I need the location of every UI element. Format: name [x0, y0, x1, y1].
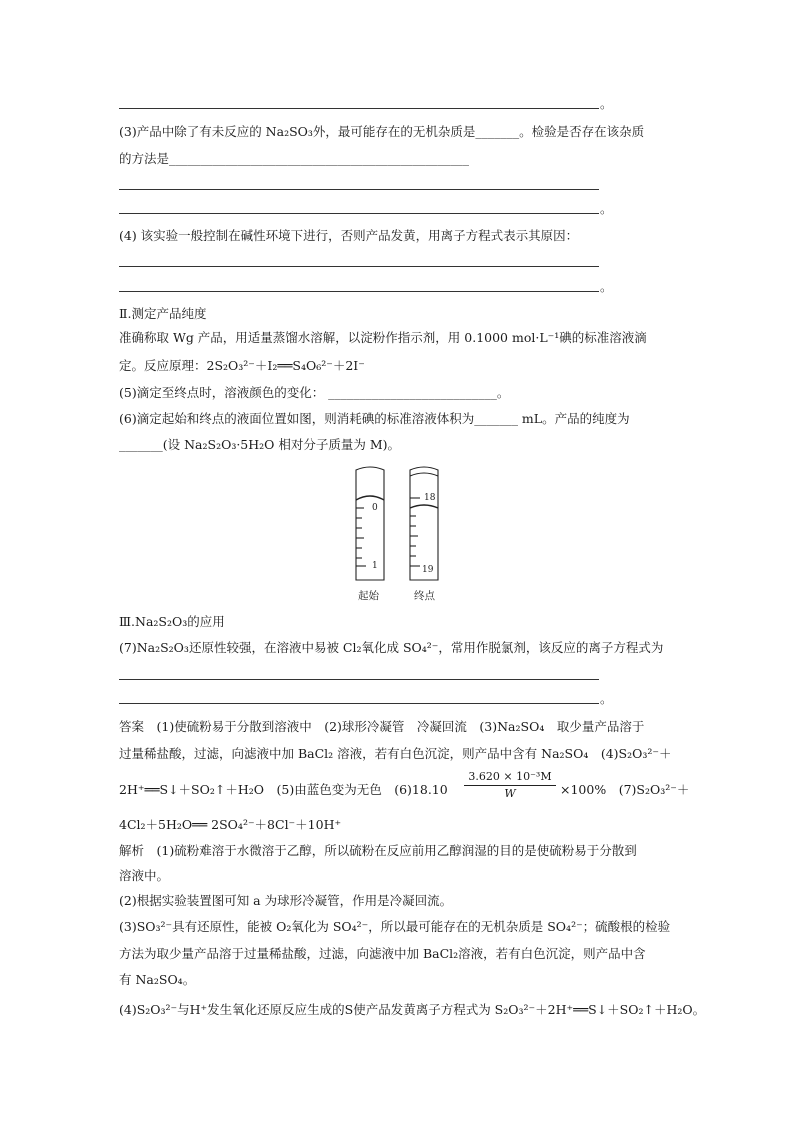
- answer-line-1: 答案 (1)使硫粉易于分散到溶液中 (2)球形冷凝管 冷凝回流 (3)Na₂SO₄ 取少量产品溶于: [119, 719, 645, 734]
- question-6-line-1: (6)滴定起始和终点的液面位置如图，则消耗碘的标准溶液体积为_______ mL。产品的纯度为: [119, 411, 630, 426]
- question-7: (7)Na₂S₂O₃还原性较强，在溶液中易被 Cl₂氧化成 SO₄²⁻，常用作脱氯剂，该反应的离子方程式为: [119, 640, 664, 655]
- fraction-denominator: W: [504, 787, 516, 800]
- analysis-line-6: 有 Na₂SO₄。: [119, 972, 196, 987]
- answer-line-4: 4Cl₂＋5H₂O══ 2SO₄²⁻＋8Cl⁻＋10H⁺: [119, 817, 342, 832]
- question-5: (5)滴定至终点时，溶液颜色的变化： ___________________________。: [119, 385, 510, 400]
- period: 。: [600, 691, 613, 706]
- question-4-line-1: (4) 该实验一般控制在碱性环境下进行，否则产品发黄，用离子方程式表示其原因：: [119, 228, 579, 243]
- answer-blank-line[interactable]: [119, 108, 599, 109]
- tube2-tick-18: 18: [424, 493, 436, 503]
- analysis-line-4: (3)SO₃²⁻具有还原性，能被 O₂氧化为 SO₄²⁻，所以最可能存在的无机杂质是 SO₄²⁻；硫酸根的检验: [119, 919, 671, 934]
- section-2-title: Ⅱ.测定产品纯度: [119, 306, 207, 321]
- label-start: 起始: [358, 590, 379, 602]
- analysis-line-1: 解析 (1)硫粉难溶于水微溶于乙醇，所以硫粉在反应前用乙醇润湿的目的是使硫粉易于分散到: [119, 843, 637, 858]
- analysis-line-2: 溶液中。: [119, 868, 170, 883]
- answer-blank-line[interactable]: [119, 679, 599, 680]
- answer-blank-line[interactable]: [119, 266, 599, 267]
- analysis-line-3: (2)根据实验装置图可知 a 为球形冷凝管，作用是冷凝回流。: [119, 893, 453, 908]
- answer-line-3b: ×100% (7)S₂O₃²⁻＋: [560, 782, 690, 797]
- answer-blank-line[interactable]: [119, 189, 599, 190]
- analysis-line-7: (4)S₂O₃²⁻与H⁺发生氧化还原反应生成的S使产品发黄离子方程式为 S₂O₃²⁻＋2H⁺══S↓＋SO₂↑＋H₂O。: [119, 1002, 706, 1017]
- section-3-title: Ⅲ.Na₂S₂O₃的应用: [119, 614, 225, 629]
- answer-blank-line[interactable]: [119, 213, 599, 214]
- label-end: 终点: [414, 590, 435, 602]
- burette-end: [410, 467, 438, 580]
- fraction-numerator: 3.620 × 10⁻³M: [468, 770, 552, 783]
- question-3-line-2: 的方法是________________________________________________: [119, 151, 470, 166]
- tube1-tick-0: 0: [372, 503, 378, 513]
- question-6-line-2: _______(设 Na₂S₂O₃·5H₂O 相对分子质量为 M)。: [119, 437, 401, 452]
- purity-fraction: [460, 770, 560, 801]
- answer-line-2: 过量稀盐酸，过滤，向滤液中加 BaCl₂ 溶液，若有白色沉淀，则产品中含有 Na₂SO₄ (4)S₂O₃²⁻＋: [119, 746, 672, 761]
- answer-blank-line[interactable]: [119, 291, 599, 292]
- answer-blank-line[interactable]: [119, 703, 599, 704]
- period: 。: [600, 96, 613, 111]
- question-3-line-1: (3)产品中除了有未反应的 Na₂SO₃外，最可能存在的无机杂质是_______。检验是否存在该杂质: [119, 124, 645, 139]
- answer-line-3a: 2H⁺══S↓＋SO₂↑＋H₂O (5)由蓝色变为无色 (6)18.10: [119, 782, 448, 797]
- section-2-line-2: 定。反应原理：2S₂O₃²⁻＋I₂══S₄O₆²⁻＋2I⁻: [119, 358, 365, 373]
- tube1-tick-1: 1: [372, 561, 378, 571]
- period: 。: [600, 279, 613, 294]
- burette-figure: [340, 462, 460, 604]
- section-2-line-1: 准确称取 Wg 产品，用适量蒸馏水溶解，以淀粉作指示剂，用 0.1000 mol·L⁻¹碘的标准溶液滴: [119, 330, 647, 345]
- analysis-line-5: 方法为取少量产品溶于过量稀盐酸，过滤，向滤液中加 BaCl₂溶液，若有白色沉淀，则产品中含: [119, 946, 646, 961]
- tube2-tick-19: 19: [422, 565, 434, 575]
- burette-start: [356, 467, 384, 580]
- period: 。: [600, 201, 613, 216]
